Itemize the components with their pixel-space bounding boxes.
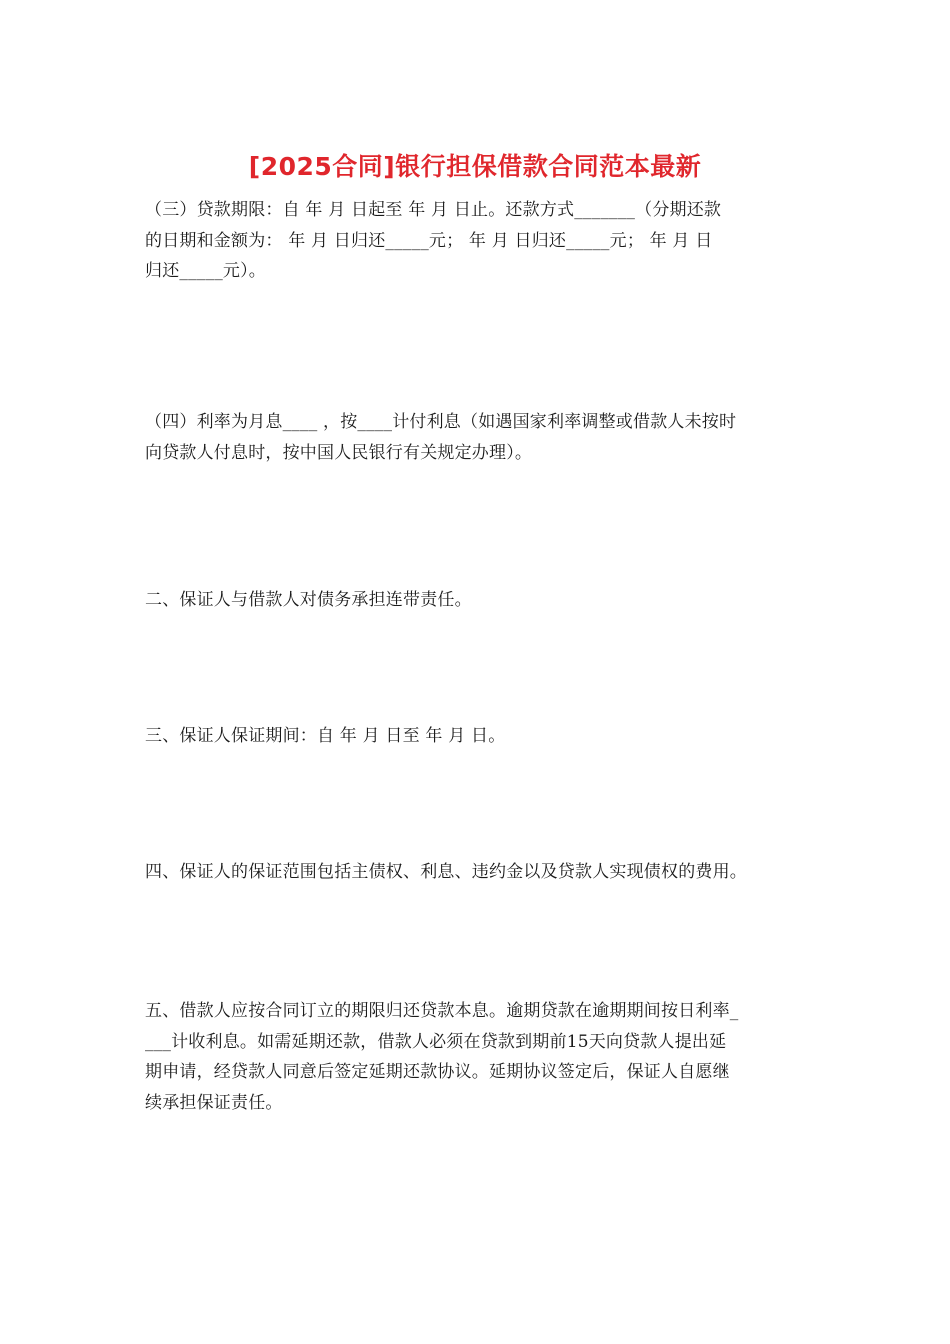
paragraph-line: 期申请，经贷款人同意后签定延期还款协议。延期协议签定后，保证人自愿继: [145, 1062, 730, 1082]
paragraph-line: 归还_____元）。: [145, 261, 266, 281]
paragraph-line: 向贷款人付息时，按中国人民银行有关规定办理）。: [145, 442, 533, 463]
paragraph-repayment-extension: [145, 996, 810, 1118]
paragraph-line: （三）贷款期限：自 年 月 日起至 年 月 日止。还款方式_______（分期还款: [145, 200, 722, 220]
paragraph-line: 续承担保证责任。: [145, 1092, 283, 1113]
paragraph-joint-liability: [145, 585, 810, 616]
paragraph-line: 的日期和金额为： 年 月 日归还_____元； 年 月 日归还_____元； 年 月 日: [145, 230, 713, 251]
paragraph-interest-rate: [145, 407, 810, 468]
document-title: [2025合同]银行担保借款合同范本最新: [248, 152, 702, 181]
paragraph-line: 三、保证人保证期间：自 年 月 日至 年 月 日。: [145, 726, 506, 746]
paragraph-line: ___计收利息。如需延期还款，借款人必须在贷款到期前15天向贷款人提出延: [145, 1031, 727, 1052]
paragraph-line: 五、借款人应按合同订立的期限归还贷款本息。逾期贷款在逾期期间按日利率_: [145, 1001, 739, 1021]
paragraph-line: 四、保证人的保证范围包括主债权、利息、违约金以及贷款人实现债权的费用。: [145, 862, 747, 882]
paragraph-guarantee-period: [145, 721, 810, 752]
paragraph-guarantee-scope: [145, 857, 810, 888]
paragraph-loan-term: [145, 195, 810, 287]
paragraph-line: （四）利率为月息____ ，按____计付利息（如遇国家利率调整或借款人未按时: [145, 412, 737, 432]
paragraph-line: 二、保证人与借款人对债务承担连带责任。: [145, 590, 472, 610]
